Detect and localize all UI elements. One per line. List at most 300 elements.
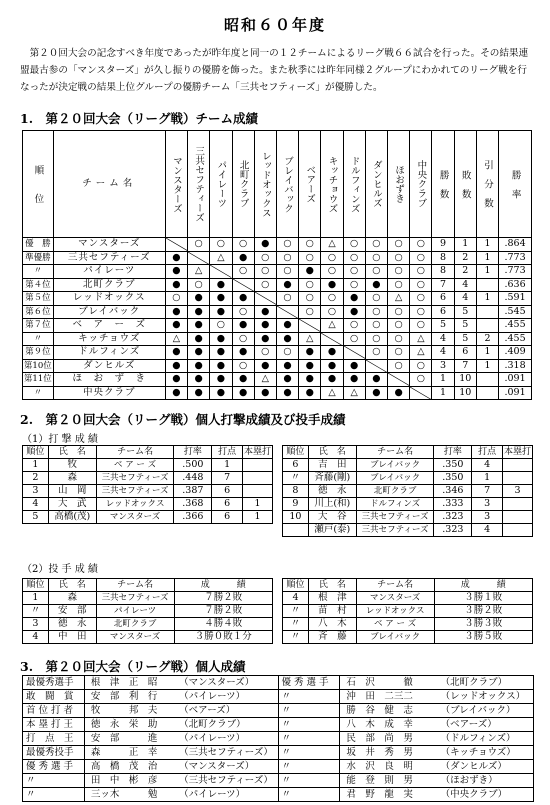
- result-cell: ●: [232, 319, 254, 333]
- award-team: （ドルフィンズ）: [435, 732, 534, 746]
- intro-paragraph: 第２０回大会の記念すべき年度であったが昨年度と同一の１２チームによるリーグ戦６６試合を行った。その結果連盟最古参の「マンスターズ」が久し振りの優勝を飾った。また秋季には昨年同様２グループにわかれてのリーグ戦を行なったが決定戦の結果上位グループの優勝チーム「三共セフティーズ」が優勝した。: [20, 48, 529, 93]
- result-cell: ○: [343, 238, 365, 252]
- result-cell: ○: [410, 319, 432, 333]
- batting-rbi-cell: 4: [472, 524, 503, 537]
- result-cell: ○: [410, 238, 432, 252]
- batting-rbi-cell: 6: [212, 498, 243, 511]
- col-opponent-header: 中央クラブ: [410, 131, 432, 238]
- award-name: 徳 永 栄 助: [84, 718, 179, 732]
- batting-row: [283, 472, 533, 485]
- batting-avg-cell: .448: [174, 472, 212, 485]
- stat-w-cell: 6: [432, 305, 454, 319]
- result-cell: ○: [388, 332, 410, 346]
- award-label: 優 秀 選 手: [23, 760, 85, 774]
- pitching-rank-cell: 1: [23, 592, 49, 605]
- result-cell: ●: [165, 346, 187, 360]
- award-label: 〃: [278, 690, 340, 704]
- pitching-rank-cell: 4: [23, 631, 49, 644]
- stat-l-cell: 5: [454, 319, 476, 333]
- result-cell: ●: [343, 359, 365, 373]
- result-cell: ○: [365, 305, 387, 319]
- result-cell: ○: [388, 278, 410, 292]
- team-cell: マンスターズ: [53, 238, 165, 252]
- batting-avg-cell: .500: [174, 459, 212, 472]
- batting-hr-cell: [242, 472, 272, 485]
- award-name: 坂 井 秀 男: [340, 746, 435, 760]
- pitching-rec-cell: ３勝３敗: [434, 618, 532, 631]
- result-cell: ○: [232, 332, 254, 346]
- batting-col-header: チーム名: [356, 446, 434, 459]
- result-cell: ●: [210, 346, 232, 360]
- rank-cell: 〃: [23, 265, 54, 279]
- batting-rbi-cell: 7: [472, 485, 503, 498]
- section2-heading: 2. 第２０回大会（リーグ戦）個人打撃成績及び投手成績: [20, 412, 346, 427]
- result-cell: ●: [343, 305, 365, 319]
- pitching-row: [23, 605, 273, 618]
- pitching-col-header: 成 績: [434, 579, 532, 592]
- batting-row: [23, 459, 273, 472]
- pitching-rec-cell: ３勝１敗: [434, 592, 532, 605]
- result-cell: ●: [388, 386, 410, 400]
- diagonal-cell: [410, 386, 432, 400]
- batting-hr-cell: 1: [242, 511, 272, 524]
- batting-col-header: 順位: [23, 446, 49, 459]
- standings-row: [23, 319, 532, 333]
- result-cell: ●: [232, 346, 254, 360]
- batting-team-cell: ドルフィンズ: [356, 498, 434, 511]
- award-team: （ほおずき）: [435, 774, 534, 788]
- result-cell: ○: [388, 346, 410, 360]
- batting-heading: （1）打 撃 成 績: [22, 434, 98, 445]
- batting-name-cell: 大 武: [48, 498, 96, 511]
- stat-pct-cell: .409: [499, 346, 532, 360]
- award-name: 田 中 彬 彦: [84, 774, 179, 788]
- batting-avg-cell: .346: [434, 485, 472, 498]
- batting-team-cell: ブレイバック: [356, 472, 434, 485]
- result-cell: ○: [254, 278, 276, 292]
- result-cell: ○: [299, 292, 321, 306]
- award-label: 〃: [23, 788, 85, 802]
- pitching-row: [23, 631, 273, 644]
- stat-pct-cell: .455: [499, 319, 532, 333]
- result-cell: ●: [254, 332, 276, 346]
- pitching-team-cell: ブレイバック: [356, 631, 434, 644]
- batting-rank-cell: 1: [23, 459, 49, 472]
- batting-avg-cell: .350: [434, 472, 472, 485]
- pitching-rank-cell: 4: [283, 592, 309, 605]
- batting-team-cell: 三共セフティーズ: [96, 485, 174, 498]
- stat-l-cell: 5: [454, 332, 476, 346]
- stat-pct-cell: .773: [499, 251, 532, 265]
- result-cell: ○: [365, 292, 387, 306]
- result-cell: ○: [188, 278, 210, 292]
- diagonal-cell: [188, 251, 210, 265]
- pitching-col-header: 順位: [23, 579, 49, 592]
- result-cell: ●: [210, 386, 232, 400]
- pitching-name-cell: 中 田: [48, 631, 96, 644]
- batting-hr-cell: [502, 472, 532, 485]
- result-cell: ○: [254, 251, 276, 265]
- standings-row: [23, 386, 532, 400]
- stat-pct-cell: .636: [499, 278, 532, 292]
- award-name: 水 沢 良 明: [340, 760, 435, 774]
- batting-hr-cell: [502, 498, 532, 511]
- result-cell: ○: [410, 278, 432, 292]
- result-cell: ●: [165, 373, 187, 387]
- award-name: 森 正 幸: [84, 746, 179, 760]
- batting-rank-cell: 10: [283, 511, 309, 524]
- pitching-rec-cell: ７勝２敗: [174, 605, 272, 618]
- pitching-col-header: 順位: [283, 579, 309, 592]
- batting-col-header: 打点: [472, 446, 503, 459]
- result-cell: △: [321, 319, 343, 333]
- award-label: 優 秀 選 手: [278, 676, 340, 690]
- pitching-col-header: 氏 名: [308, 579, 356, 592]
- result-cell: ○: [410, 251, 432, 265]
- result-cell: ○: [410, 359, 432, 373]
- result-cell: ○: [410, 265, 432, 279]
- col-opponent-header: レッドオックス: [254, 131, 276, 238]
- award-team: （ブレイバック）: [435, 704, 534, 718]
- result-cell: ●: [232, 386, 254, 400]
- stat-d-cell: 1: [476, 346, 498, 360]
- award-name: 君 野 龍 実: [340, 788, 435, 802]
- result-cell: ○: [299, 278, 321, 292]
- result-cell: ●: [188, 292, 210, 306]
- stat-l-cell: 1: [454, 238, 476, 252]
- result-cell: ○: [276, 251, 298, 265]
- award-label: 最優秀投手: [23, 746, 85, 760]
- section1-heading: 1. 第２０回大会（リーグ戦）チーム成績: [20, 111, 259, 126]
- result-cell: ●: [343, 292, 365, 306]
- batting-row: [23, 498, 273, 511]
- result-cell: ○: [321, 265, 343, 279]
- rank-cell: 準優勝: [23, 251, 54, 265]
- diagonal-cell: [165, 238, 187, 252]
- col-opponent-header: ベアーズ: [299, 131, 321, 238]
- batting-name-cell: 瀬戸(泰): [308, 524, 356, 537]
- rank-cell: 優 勝: [23, 238, 54, 252]
- batting-rank-cell: 3: [23, 485, 49, 498]
- result-cell: ●: [299, 386, 321, 400]
- award-name: 沖 田 二三二: [340, 690, 435, 704]
- stat-d-cell: 2: [476, 332, 498, 346]
- rank-cell: 〃: [23, 332, 54, 346]
- result-cell: ●: [232, 251, 254, 265]
- stat-w-cell: 6: [432, 292, 454, 306]
- awards-table: [22, 675, 534, 802]
- result-cell: ○: [299, 251, 321, 265]
- result-cell: ○: [210, 238, 232, 252]
- result-cell: ●: [188, 319, 210, 333]
- award-row: [23, 788, 534, 802]
- team-cell: 北町クラブ: [53, 278, 165, 292]
- result-cell: ●: [165, 265, 187, 279]
- diagonal-cell: [232, 278, 254, 292]
- award-team: （パイレーツ）: [179, 732, 278, 746]
- result-cell: ○: [365, 265, 387, 279]
- award-team: （ベアーズ）: [179, 704, 278, 718]
- award-team: （マンスターズ）: [179, 676, 278, 690]
- pitching-col-header: 氏 名: [48, 579, 96, 592]
- result-cell: △: [254, 373, 276, 387]
- stat-d-cell: [476, 278, 498, 292]
- stat-d-cell: 1: [476, 251, 498, 265]
- team-cell: ベ ア ー ズ: [53, 319, 165, 333]
- batting-team-cell: ベ ア ー ズ: [96, 459, 174, 472]
- col-opponent-header: ほおずき: [388, 131, 410, 238]
- result-cell: ●: [276, 319, 298, 333]
- result-cell: △: [321, 386, 343, 400]
- award-team: （北町クラブ）: [179, 718, 278, 732]
- batting-table-left: [22, 445, 273, 524]
- award-name: 安 部 進: [84, 732, 179, 746]
- batting-avg-cell: .333: [434, 498, 472, 511]
- batting-name-cell: 山 岡: [48, 485, 96, 498]
- col-opponent-header: ダンヒルズ: [365, 131, 387, 238]
- award-name: 安 部 利 行: [84, 690, 179, 704]
- batting-col-header: 打率: [434, 446, 472, 459]
- batting-row: [283, 511, 533, 524]
- batting-avg-cell: .323: [434, 511, 472, 524]
- batting-rank-cell: 6: [283, 459, 309, 472]
- diagonal-cell: [254, 292, 276, 306]
- batting-avg-cell: .366: [174, 511, 212, 524]
- result-cell: ●: [188, 332, 210, 346]
- batting-hr-cell: [502, 459, 532, 472]
- pitching-table-right: [282, 578, 533, 644]
- batting-team-cell: 北町クラブ: [356, 485, 434, 498]
- batting-row: [23, 485, 273, 498]
- result-cell: ○: [388, 305, 410, 319]
- result-cell: ○: [365, 251, 387, 265]
- stat-w-cell: 4: [432, 346, 454, 360]
- award-label: 〃: [278, 760, 340, 774]
- result-cell: ○: [276, 265, 298, 279]
- result-cell: ●: [188, 346, 210, 360]
- result-cell: ○: [388, 359, 410, 373]
- pitching-rec-cell: ３勝２敗: [434, 605, 532, 618]
- pitching-row: [283, 605, 533, 618]
- team-cell: ほ お ず き: [53, 373, 165, 387]
- result-cell: ○: [410, 292, 432, 306]
- batting-name-cell: 徳 永: [308, 485, 356, 498]
- result-cell: ●: [210, 292, 232, 306]
- result-cell: △: [343, 386, 365, 400]
- stat-pct-cell: .091: [499, 386, 532, 400]
- pitching-name-cell: 根 津: [308, 592, 356, 605]
- result-cell: ●: [365, 278, 387, 292]
- pitching-rec-cell: ３勝５敗: [434, 631, 532, 644]
- col-loss-header: 敗 数: [454, 131, 476, 238]
- result-cell: ●: [276, 278, 298, 292]
- pitching-rec-cell: ３勝０敗１分: [174, 631, 272, 644]
- stat-pct-cell: .455: [499, 332, 532, 346]
- result-cell: ○: [276, 238, 298, 252]
- batting-name-cell: 吉 田: [308, 459, 356, 472]
- award-team: （中央クラブ）: [435, 788, 534, 802]
- col-pct-header: 勝 率: [499, 131, 532, 238]
- stat-d-cell: 1: [476, 265, 498, 279]
- batting-rank-cell: [283, 524, 309, 537]
- stat-d-cell: 1: [476, 292, 498, 306]
- col-opponent-header: パイレーツ: [210, 131, 232, 238]
- team-cell: レッドオックス: [53, 292, 165, 306]
- award-label: 〃: [278, 746, 340, 760]
- batting-col-header: 打率: [174, 446, 212, 459]
- result-cell: ○: [343, 278, 365, 292]
- result-cell: ●: [165, 278, 187, 292]
- batting-rbi-cell: 3: [472, 498, 503, 511]
- result-cell: ○: [276, 346, 298, 360]
- award-name: 能 登 則 男: [340, 774, 435, 788]
- batting-col-header: チーム名: [96, 446, 174, 459]
- col-opponent-header: マンスターズ: [165, 131, 187, 238]
- section3-heading: 3. 第２０回大会（リーグ戦）個人成績: [20, 659, 246, 674]
- award-name: 高 橋 茂 治: [84, 760, 179, 774]
- result-cell: ○: [188, 238, 210, 252]
- team-cell: 三共セフティーズ: [53, 251, 165, 265]
- stat-w-cell: 4: [432, 332, 454, 346]
- standings-row: [23, 346, 532, 360]
- result-cell: ●: [321, 346, 343, 360]
- batting-col-header: 順位: [283, 446, 309, 459]
- standings-row: [23, 373, 532, 387]
- diagonal-cell: [343, 346, 365, 360]
- stat-l-cell: 2: [454, 265, 476, 279]
- result-cell: ○: [410, 373, 432, 387]
- team-cell: ダンヒルズ: [53, 359, 165, 373]
- award-team: （キッチョウズ）: [435, 746, 534, 760]
- stat-d-cell: 1: [476, 238, 498, 252]
- result-cell: ●: [254, 386, 276, 400]
- pitching-rank-cell: 〃: [283, 631, 309, 644]
- result-cell: ○: [365, 332, 387, 346]
- result-cell: △: [299, 332, 321, 346]
- result-cell: ●: [276, 373, 298, 387]
- result-cell: ●: [321, 278, 343, 292]
- pitching-rank-cell: 〃: [283, 605, 309, 618]
- result-cell: ○: [165, 292, 187, 306]
- standings-row: [23, 265, 532, 279]
- col-opponent-header: ドルフィンズ: [343, 131, 365, 238]
- batting-team-cell: マンスターズ: [96, 511, 174, 524]
- standings-row: [23, 305, 532, 319]
- result-cell: △: [410, 332, 432, 346]
- pitching-team-cell: マンスターズ: [96, 631, 174, 644]
- diagonal-cell: [276, 305, 298, 319]
- stat-d-cell: 1: [476, 359, 498, 373]
- stat-pct-cell: .773: [499, 265, 532, 279]
- diagonal-cell: [365, 359, 387, 373]
- pitching-rec-cell: ４勝４敗: [174, 618, 272, 631]
- batting-rbi-cell: 4: [472, 459, 503, 472]
- pitching-col-header: チーム名: [96, 579, 174, 592]
- result-cell: ○: [365, 346, 387, 360]
- result-cell: ●: [299, 265, 321, 279]
- batting-hr-cell: [502, 511, 532, 524]
- standings-row: [23, 278, 532, 292]
- col-opponent-header: ブレイバック: [276, 131, 298, 238]
- result-cell: ●: [276, 386, 298, 400]
- result-cell: ●: [254, 359, 276, 373]
- rank-cell: 第11位: [23, 374, 52, 384]
- result-cell: ●: [299, 359, 321, 373]
- award-team: （パイレーツ）: [179, 788, 278, 802]
- result-cell: ●: [210, 278, 232, 292]
- batting-col-header: 氏 名: [48, 446, 96, 459]
- batting-name-cell: 牧: [48, 459, 96, 472]
- pitching-row: [283, 631, 533, 644]
- stat-l-cell: 6: [454, 346, 476, 360]
- pitching-team-cell: 三共セフティーズ: [96, 592, 174, 605]
- stat-d-cell: [476, 305, 498, 319]
- stat-pct-cell: .318: [499, 359, 532, 373]
- batting-row: [283, 524, 533, 537]
- result-cell: ●: [299, 373, 321, 387]
- batting-team-cell: レッドオックス: [96, 498, 174, 511]
- award-team: （レッドオックス）: [435, 690, 534, 704]
- award-label: 本 塁 打 王: [23, 718, 85, 732]
- pitching-name-cell: 八 木: [308, 618, 356, 631]
- result-cell: ○: [388, 265, 410, 279]
- batting-rbi-cell: 1: [212, 459, 243, 472]
- award-name: 八 木 成 幸: [340, 718, 435, 732]
- result-cell: ●: [254, 319, 276, 333]
- stat-w-cell: 9: [432, 238, 454, 252]
- stat-l-cell: 2: [454, 251, 476, 265]
- award-team: （三共セフティーズ）: [179, 746, 278, 760]
- result-cell: ○: [232, 238, 254, 252]
- stat-w-cell: 1: [432, 386, 454, 400]
- pitching-rank-cell: 〃: [283, 618, 309, 631]
- pitching-name-cell: 安 部: [48, 605, 96, 618]
- result-cell: ●: [321, 359, 343, 373]
- batting-avg-cell: .368: [174, 498, 212, 511]
- pitching-rank-cell: 〃: [23, 605, 49, 618]
- stat-l-cell: 7: [454, 359, 476, 373]
- award-label: 〃: [278, 704, 340, 718]
- batting-row: [283, 498, 533, 511]
- batting-name-cell: 大 谷: [308, 511, 356, 524]
- result-cell: ○: [388, 251, 410, 265]
- diagonal-cell: [388, 373, 410, 387]
- batting-name-cell: 斉藤(剛): [308, 472, 356, 485]
- award-row: [23, 704, 534, 718]
- result-cell: ●: [232, 292, 254, 306]
- award-row: [23, 760, 534, 774]
- result-cell: △: [321, 238, 343, 252]
- award-row: [23, 690, 534, 704]
- award-row: [23, 676, 534, 690]
- result-cell: ○: [343, 332, 365, 346]
- result-cell: ●: [343, 373, 365, 387]
- result-cell: ●: [188, 373, 210, 387]
- pitching-rec-cell: ７勝２敗: [174, 592, 272, 605]
- result-cell: △: [165, 332, 187, 346]
- result-cell: ○: [388, 319, 410, 333]
- batting-hr-cell: [502, 524, 532, 537]
- result-cell: ●: [254, 238, 276, 252]
- batting-rbi-cell: 7: [212, 472, 243, 485]
- batting-row: [283, 485, 533, 498]
- award-row: [23, 774, 534, 788]
- result-cell: ●: [299, 346, 321, 360]
- col-win-header: 勝 数: [432, 131, 454, 238]
- batting-row: [23, 472, 273, 485]
- rank-cell: 第６位: [23, 305, 54, 319]
- award-name: 牧 邦 夫: [84, 704, 179, 718]
